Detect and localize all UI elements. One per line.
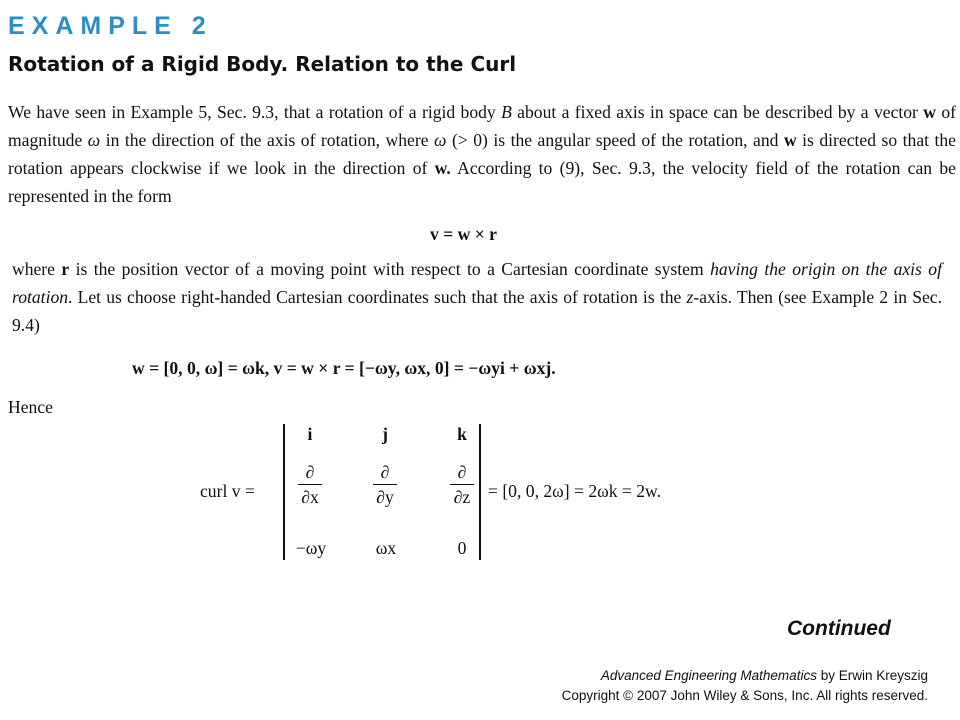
matrix-cell-zero: 0 — [457, 538, 467, 558]
example-label: EXAMPLE 2 — [8, 12, 213, 40]
paragraph-intro: We have seen in Example 5, Sec. 9.3, that a rotation of a rigid body B about a fixed axis in space can be described by a vector w of magnitude ω in the direction of the axis of rotation, where ω (> 0) is the angular speed of the rotation, and w is directed so that the rotation appears clockwise if we look in the direction of w. According to (9), Sec. 9.3, the velocity field of the rotation can be represented in the form — [8, 102, 956, 206]
matrix-cell-i: i — [307, 424, 313, 444]
curl-label: curl v = — [200, 481, 255, 501]
determinant-left-bar — [283, 424, 285, 560]
curl-result: = [0, 0, 2ω] = 2ωk = 2w. — [488, 481, 661, 501]
matrix-cell-neg-omega-y: −ωy — [295, 538, 327, 558]
copyright-line: Copyright © 2007 John Wiley & Sons, Inc. All rights reserved. — [561, 688, 928, 703]
paragraph-hence: Hence — [8, 397, 53, 417]
rotation-vectors-equation: w = [0, 0, ω] = ωk, v = w × r = [−ωy, ωx, 0] = −ωyi + ωxj. — [132, 358, 556, 378]
section-title: Rotation of a Rigid Body. Relation to the Curl — [8, 52, 517, 76]
paragraph-position-vector: where r is the position vector of a moving point with respect to a Cartesian coordinate system having the origin on the axis of rotation. Let us choose right-handed Cartesian coordinates such that the axis of rotation is the z-axis. Then (see Example 2 in Sec. 9.4) — [12, 259, 942, 335]
footer-credit — [562, 666, 928, 706]
book-title: Advanced Engineering Mathematics — [600, 668, 817, 683]
partial-z: ∂ ∂z — [442, 462, 482, 507]
partial-x: ∂ ∂x — [290, 462, 330, 507]
book-author: by Erwin Kreyszig — [816, 668, 928, 683]
matrix-cell-j: j — [382, 424, 388, 444]
matrix-cell-omega-x: ωx — [375, 538, 397, 558]
velocity-equation: v = w × r — [430, 224, 497, 244]
partial-y: ∂ ∂y — [365, 462, 405, 507]
continued-label: Continued — [787, 617, 891, 640]
matrix-cell-k: k — [457, 424, 467, 444]
